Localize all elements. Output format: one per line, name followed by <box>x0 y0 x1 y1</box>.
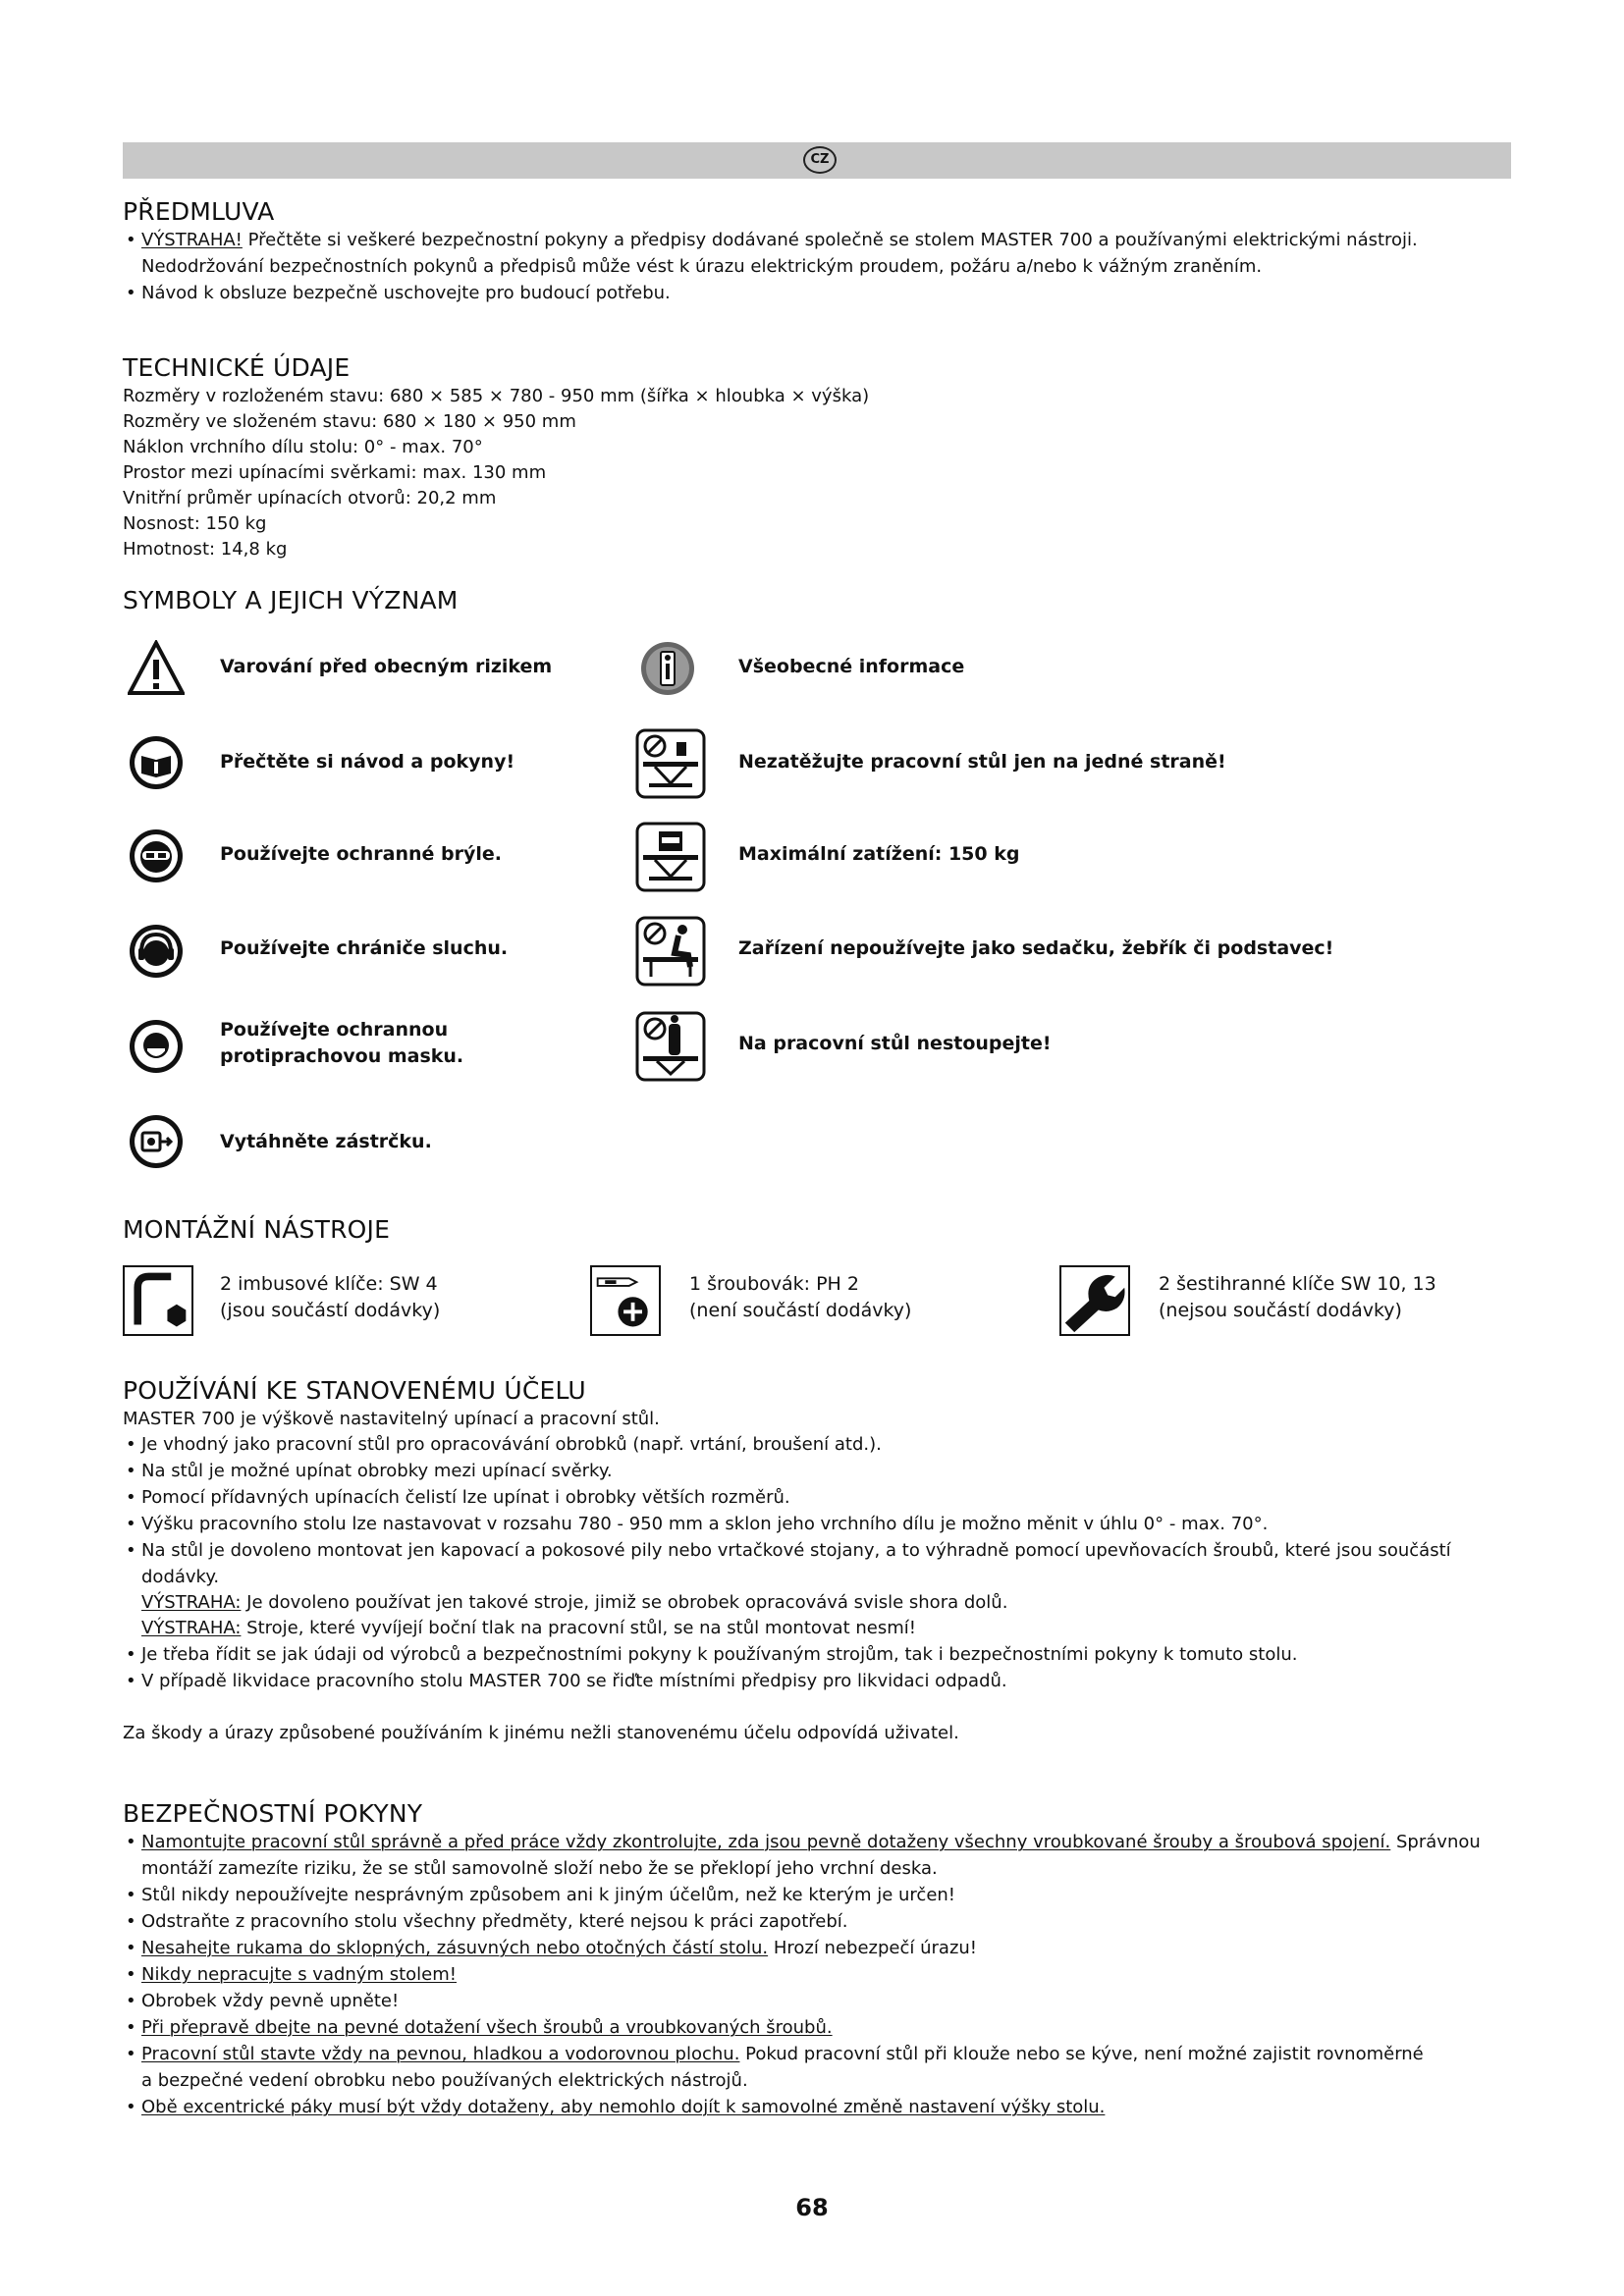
tech-line: Náklon vrchního dílu stolu: 0° - max. 70° <box>123 437 483 457</box>
language-badge: CZ <box>803 146 837 174</box>
preface-title: PŘEDMLUVA <box>123 197 275 226</box>
safety-bullet <box>141 2014 833 2041</box>
page-number: 68 <box>795 2194 829 2221</box>
symbol-text: Vytáhněte zástrčku. <box>220 1131 432 1152</box>
symbols-title: SYMBOLY A JEJICH VÝZNAM <box>123 586 459 614</box>
tool-line-2: (jsou součástí dodávky) <box>220 1300 441 1321</box>
tech-line: Hmotnost: 14,8 kg <box>123 539 288 560</box>
safety-bullet-cont: montáží zamezíte riziku, že se stůl samovolně složí nebo že se překlopí jeho vrchní deska. <box>141 1858 938 1879</box>
safety-underlined: Nesahejte rukama do sklopných, zásuvných nebo otočných částí stolu. <box>141 1938 769 1958</box>
warning-label: VÝSTRAHA: <box>141 1592 242 1613</box>
safety-underlined: Při přepravě dbejte na pevné dotažení všech šroubů a vroubkovaných šroubů. <box>141 2017 833 2038</box>
safety-text: Hrozí nebezpečí úrazu! <box>768 1938 978 1958</box>
no-standing-icon <box>635 1011 706 1082</box>
intended-bullet: • Na stůl je možné upínat obrobky mezi upínací svěrky. <box>141 1458 613 1484</box>
preface-bullet-1-cont: Nedodržování bezpečnostních pokynů a předpisů může vést k úrazu elektrickým proudem, požáru a/nebo k vážným zraněním. <box>141 256 1263 277</box>
symbol-text: Maximální zatížení: 150 kg <box>738 843 1020 865</box>
preface-bullet-2: • Návod k obsluze bezpečně uschovejte pro budoucí potřebu. <box>141 280 671 306</box>
symbol-text: Používejte ochranné brýle. <box>220 843 503 865</box>
safety-underlined: Namontujte pracovní stůl správně a před práce vždy zkontrolujte, zda jsou pevně dotaženy všechny vroubkované šrouby a šroubová spojení. <box>141 1832 1391 1852</box>
warning-label: VÝSTRAHA: <box>141 1618 242 1638</box>
symbol-text: Přečtěte si návod a pokyny! <box>220 751 515 773</box>
symbol-text: Používejte ochrannou <box>220 1019 449 1041</box>
tool-line-1: 2 šestihranné klíče SW 10, 13 <box>1159 1273 1436 1295</box>
intended-bullet: • Výšku pracovního stolu lze nastavovat v rozsahu 780 - 950 mm a sklon jeho vrchního dílu je možno měnit v úhlu 0° - max. 70°. <box>141 1511 1268 1537</box>
safety-bullet <box>141 2041 1424 2067</box>
tech-line: Vnitřní průměr upínacích otvorů: 20,2 mm <box>123 488 497 508</box>
tech-line: Nosnost: 150 kg <box>123 513 267 534</box>
symbol-text: protiprachovou masku. <box>220 1045 464 1067</box>
safety-glasses-icon <box>128 828 185 884</box>
intended-bullet: • Pomocí přídavných upínacích čelistí lze upínat i obrobky větších rozměrů. <box>141 1484 790 1511</box>
info-icon <box>639 640 696 697</box>
safety-bullet <box>141 1961 457 1988</box>
intended-bullet: • Je vhodný jako pracovní stůl pro opracovávání obrobků (např. vrtání, broušení atd.). <box>141 1431 882 1458</box>
symbol-text: Varování před obecným rizikem <box>220 656 553 677</box>
safety-bullet <box>141 1829 1481 1855</box>
tool-line-2: (nejsou součástí dodávky) <box>1159 1300 1402 1321</box>
safety-bullet: • Odstraňte z pracovního stolu všechny předměty, které nejsou k práci zapotřebí. <box>141 1908 848 1935</box>
read-manual-icon <box>128 734 185 791</box>
ear-protection-icon <box>128 923 185 980</box>
allen-key-icon <box>123 1265 193 1336</box>
liability-note: Za škody a úrazy způsobené používáním k jinému nežli stanovenému účelu odpovídá uživatel. <box>123 1723 959 1743</box>
symbol-text: Na pracovní stůl nestoupejte! <box>738 1033 1052 1054</box>
safety-text: Správnou <box>1390 1832 1481 1852</box>
max-load-icon <box>635 822 706 892</box>
intended-warning-1 <box>141 1589 1007 1616</box>
tech-line: Rozměry ve složeném stavu: 680 × 180 × 950 mm <box>123 411 576 432</box>
symbol-text: Nezatěžujte pracovní stůl jen na jedné straně! <box>738 751 1226 773</box>
tech-title: TECHNICKÉ ÚDAJE <box>123 353 351 382</box>
safety-text: Pokud pracovní stůl při klouže nebo se kýve, není možné zajistit rovnoměrné <box>739 2044 1424 2064</box>
warning-text: Stroje, které vyvíjejí boční tlak na pracovní stůl, se na stůl montovat nesmí! <box>241 1618 916 1638</box>
wrench-icon <box>1059 1265 1130 1336</box>
screwdriver-icon <box>590 1265 661 1336</box>
unplug-icon <box>128 1113 185 1170</box>
intended-bullet: • Na stůl je dovoleno montovat jen kapovací a pokosové pily nebo vrtačkové stojany, a to výhradně pomocí upevňovacích šroubů, které jsou součástí <box>141 1537 1451 1564</box>
dust-mask-icon <box>128 1018 185 1075</box>
symbol-text: Zařízení nepoužívejte jako sedačku, žebřík či podstavec! <box>738 937 1334 959</box>
safety-underlined: Nikdy nepracujte s vadným stolem! <box>141 1964 457 1985</box>
safety-bullet-cont: a bezpečné vedení obrobku nebo používaných elektrických nástrojů. <box>141 2070 748 2091</box>
safety-underlined: Pracovní stůl stavte vždy na pevnou, hladkou a vodorovnou plochu. <box>141 2044 740 2064</box>
tech-line: Rozměry v rozloženém stavu: 680 × 585 × 780 - 950 mm (šířka × hloubka × výška) <box>123 386 870 406</box>
preface-bullet-1 <box>141 227 1418 253</box>
tech-line: Prostor mezi upínacími svěrkami: max. 130 mm <box>123 462 547 483</box>
tool-line-2: (není součástí dodávky) <box>689 1300 912 1321</box>
intended-bullet: • Je třeba řídit se jak údaji od výrobců a bezpečnostními pokyny k používaným strojům, tak i bezpečnostními pokyny k tomuto stolu. <box>141 1641 1297 1668</box>
warning-label: VÝSTRAHA! <box>141 230 243 250</box>
uneven-load-icon <box>635 728 706 799</box>
safety-bullet: • Stůl nikdy nepoužívejte nesprávným způsobem ani k jiným účelům, než ke kterým je určen! <box>141 1882 955 1908</box>
intended-title: POUŽÍVÁNÍ KE STANOVENÉMU ÚČELU <box>123 1376 586 1405</box>
safety-underlined: Obě excentrické páky musí být vždy dotaženy, aby nemohlo dojít k samovolné změně nastavení výšky stolu. <box>141 2097 1106 2117</box>
warning-text: Je dovoleno používat jen takové stroje, jimiž se obrobek opracovává svisle shora dolů. <box>241 1592 1008 1613</box>
safety-bullet: • Obrobek vždy pevně upněte! <box>141 1988 399 2014</box>
tool-line-1: 1 šroubovák: PH 2 <box>689 1273 859 1295</box>
warning-triangle-icon <box>128 640 185 697</box>
safety-bullet <box>141 1935 977 1961</box>
safety-title: BEZPEČNOSTNÍ POKYNY <box>123 1799 423 1828</box>
tools-title: MONTÁŽNÍ NÁSTROJE <box>123 1215 391 1244</box>
safety-bullet <box>141 2094 1105 2120</box>
intended-warning-2 <box>141 1615 916 1641</box>
intended-intro: MASTER 700 je výškově nastavitelný upínací a pracovní stůl. <box>123 1409 660 1429</box>
no-sitting-icon <box>635 916 706 987</box>
symbol-text: Všeobecné informace <box>738 656 965 677</box>
tool-line-1: 2 imbusové klíče: SW 4 <box>220 1273 438 1295</box>
intended-bullet: • V případě likvidace pracovního stolu MASTER 700 se řiďte místními předpisy pro likvidaci odpadů. <box>141 1668 1007 1694</box>
preface-bullet-1-text: Přečtěte si veškeré bezpečnostní pokyny a předpisy dodávané společně se stolem MASTER 700 a používanými elektrickými nástroji. <box>242 230 1418 250</box>
intended-bullet-cont: dodávky. <box>141 1567 220 1587</box>
symbol-text: Používejte chrániče sluchu. <box>220 937 509 959</box>
